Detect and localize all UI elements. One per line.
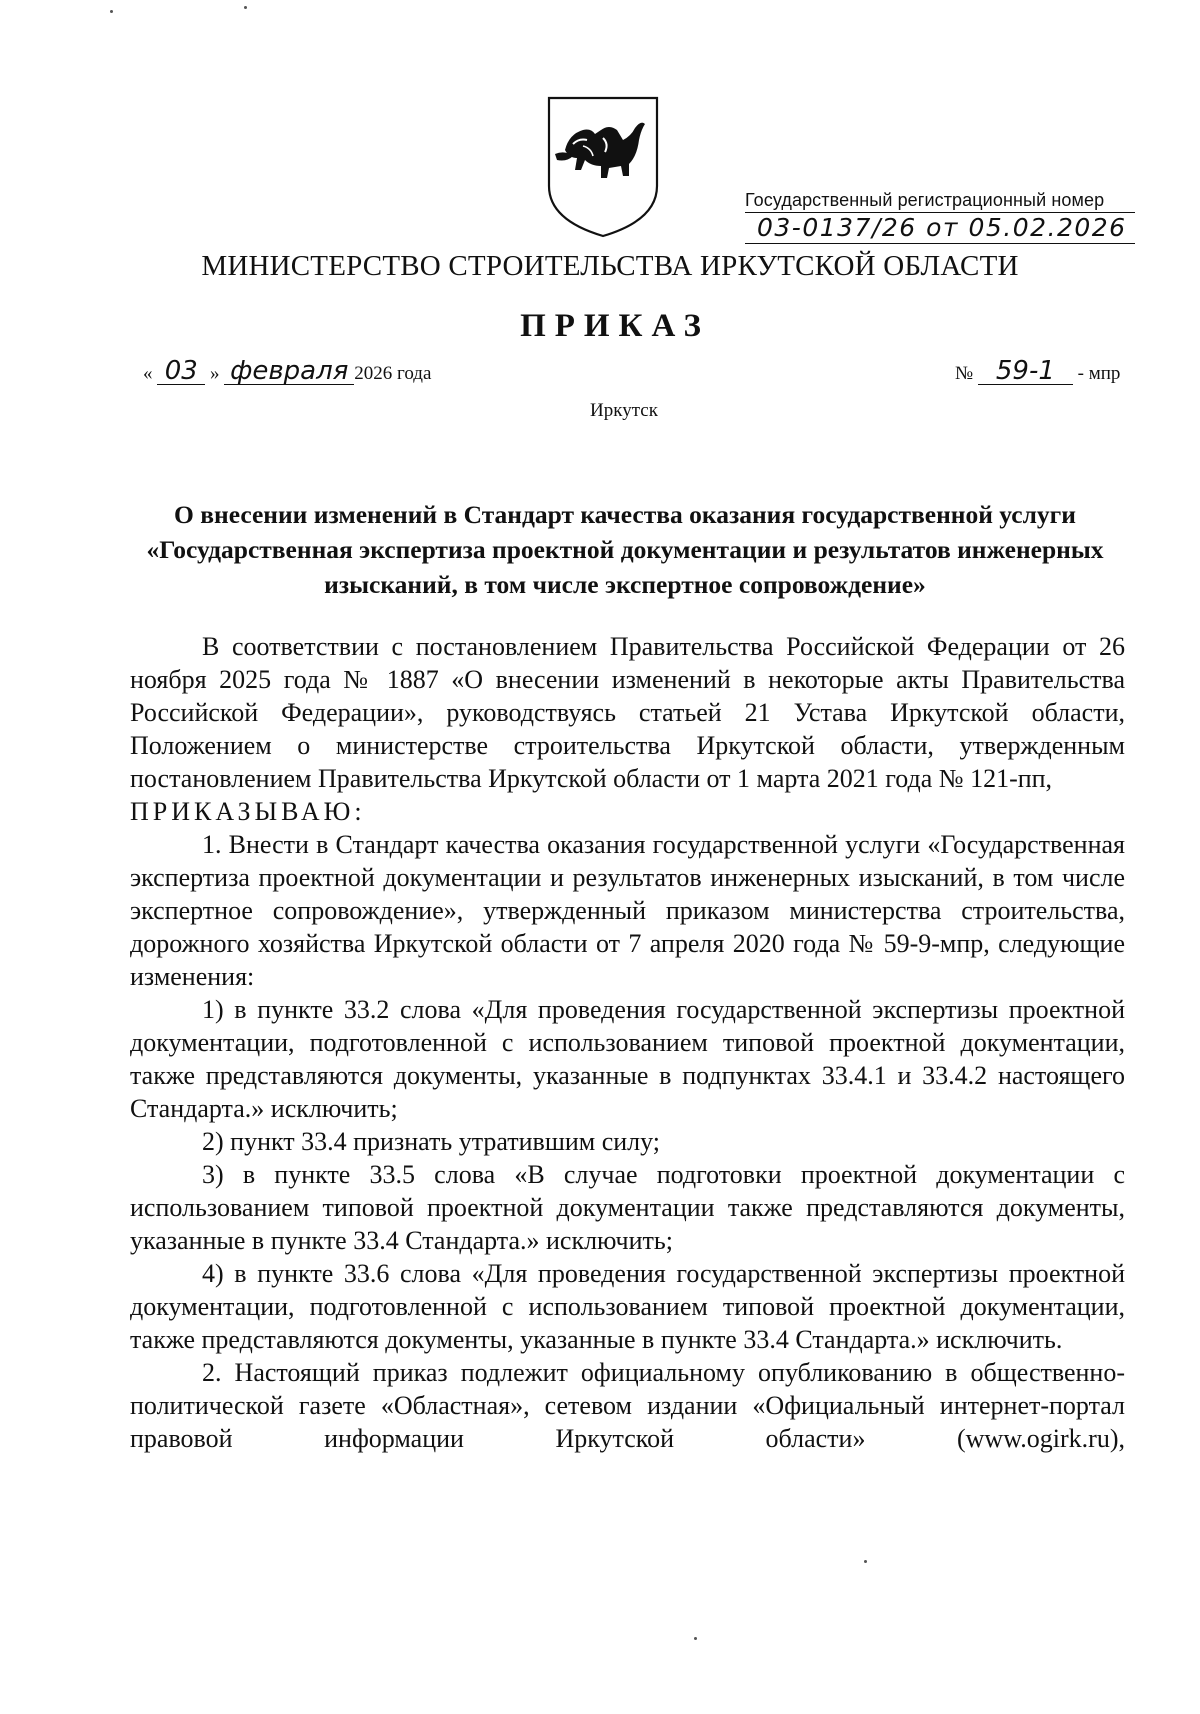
scan-speck: [694, 1637, 697, 1640]
document-title: О внесении изменений в Стандарт качества оказания государственной услуги «Государственная экспертиза проектной документации и результатов инженерных изысканий, в том числе экспертное сопровождение»: [146, 500, 1104, 599]
registration-block: [745, 190, 1135, 244]
subitem-4-paragraph: 4) в пункте 33.6 слова «Для проведения государственной экспертизы проектной документации, подготовленной с использованием типовой проектной документации, также представляются документы, указанные в пункте 33.4 Стандарта.» исключить.: [130, 1259, 1125, 1354]
preamble-paragraph: В соответствии с постановлением Правительства Российской Федерации от 26 ноября 2025 года № 1887 «О внесении изменений в некоторые акты Правительства Российской Федерации», руководствуясь статьей 21 Устава Иркутской области, Положением о министерстве строительства Иркутской области, утвержденным постановлением Правительства Иркутской области от 1 марта 2021 года № 121-пп,: [130, 632, 1125, 793]
registration-label: Государственный регистрационный номер: [745, 190, 1135, 213]
number-prefix: №: [955, 363, 974, 384]
date-close-quote: »: [210, 363, 220, 384]
ministry-name: МИНИСТЕРСТВО СТРОИТЕЛЬСТВА ИРКУТСКОЙ ОБЛАСТИ: [201, 250, 1019, 282]
date-month: февраля: [224, 358, 354, 385]
subitem-2-paragraph: 2) пункт 33.4 признать утратившим силу;: [202, 1127, 661, 1156]
date-year: 2026 года: [354, 363, 432, 384]
item-1-paragraph: 1. Внести в Стандарт качества оказания государственной услуги «Государственная экспертиза проектной документации и результатов инженерных изысканий, в том числе экспертное сопровождение», утвержденный приказом министерства строительства, дорожного хозяйства Иркутской области от 7 апреля 2020 года № 59-9-мпр, следующие изменения:: [130, 830, 1125, 991]
date-open-quote: «: [143, 363, 153, 384]
number-suffix: - мпр: [1077, 363, 1121, 384]
city: Иркутск: [590, 400, 658, 421]
number-value: 59-1: [978, 358, 1073, 385]
scan-speck: [110, 10, 113, 13]
order-number: [955, 358, 1120, 385]
registration-number: 03-0137/26 от 05.02.2026: [745, 213, 1135, 244]
date-day: 03: [157, 358, 205, 385]
document-body: [130, 630, 1125, 1455]
subitem-3-paragraph: 3) в пункте 33.5 слова «В случае подготовки проектной документации с использованием типовой проектной документации также представляются документы, указанные в пункте 33.4 Стандарта.» исключить;: [130, 1160, 1125, 1255]
scan-speck: [244, 6, 247, 9]
document-type: ПРИКАЗ: [520, 308, 710, 344]
scan-speck: [864, 1560, 867, 1563]
subitem-1-paragraph: 1) в пункте 33.2 слова «Для проведения государственной экспертизы проектной документации, подготовленной с использованием типовой проектной документации, также представляются документы, указанные в подпунктах 33.4.1 и 33.4.2 настоящего Стандарта.» исключить;: [130, 995, 1125, 1123]
item-2-paragraph: 2. Настоящий приказ подлежит официальному опубликованию в общественно-политической газете «Областная», сетевом издании «Официальный интернет-портал правовой информации Иркутской области» (www.ogirk.ru),: [130, 1358, 1125, 1453]
order-word: ПРИКАЗЫВАЮ:: [130, 797, 366, 826]
order-date: [143, 358, 431, 385]
coat-of-arms-icon: [543, 94, 663, 240]
